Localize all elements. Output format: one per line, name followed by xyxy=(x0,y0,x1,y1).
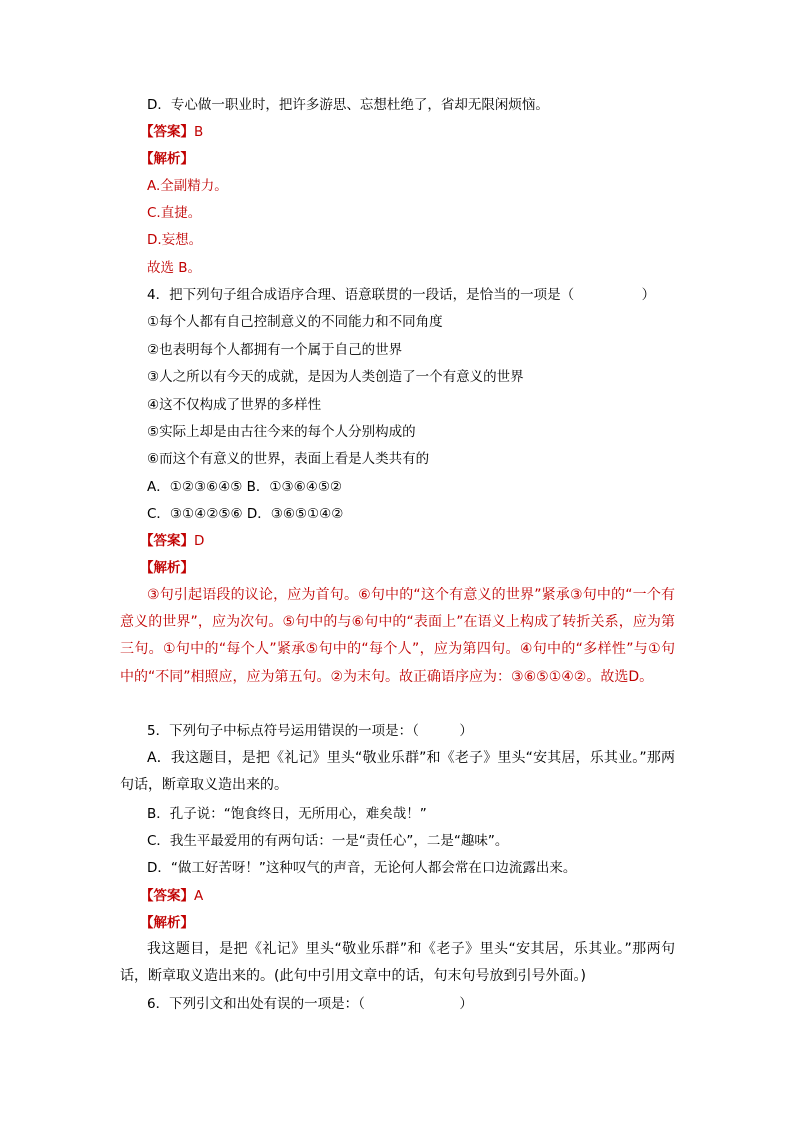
q4-stem: 4．把下列句子组合成语序合理、语意联贯的一段话，是恰当的一项是（ ） xyxy=(147,287,656,303)
q3-analysis-a: A.全副精力。 xyxy=(147,178,228,194)
q4-analysis-tag: 【解析】 xyxy=(140,560,194,576)
q3-analysis-c: C.直捷。 xyxy=(147,205,202,221)
q5-answer xyxy=(140,887,203,905)
q4-sentence-5: ⑤实际上却是由古往今来的每个人分别构成的 xyxy=(147,424,416,440)
q4-analysis-paragraph xyxy=(120,582,675,691)
q4-answer xyxy=(140,532,204,550)
q5-stem: 5．下列句子中标点符号运用错误的一项是：（ ） xyxy=(147,723,473,739)
q4-options-ab: A．①②③⑥④⑤ B．①③⑥④⑤② xyxy=(147,479,343,495)
q4-analysis-text: ③句引起语段的议论，应为首句。⑥句中的“这个有意义的世界”紧承③句中的“一个有意义的世界”，应为次句。⑤句中的与⑥句中的“表面上”在语义上构成了转折关系，应为第三句。①句中的“每个人”紧承⑤句中的“每个人”，应为第四句。④句中的“多样性”与①句中的“不同”相照应，应为第五句。②为末句。故正确语序应为：③⑥⑤①④②。故选D。 xyxy=(120,587,676,685)
q3-conclusion: 故选 B。 xyxy=(147,260,202,276)
answer-tag: 【答案】 xyxy=(140,533,194,549)
answer-value: B xyxy=(194,124,204,140)
q5-analysis-text: 我这题目，是把《礼记》里头“敬业乐群”和《老子》里头“安其居，乐其业。”那两句话，断章取义造出来的。(此句中引用文章中的话，句末句号放到引号外面。) xyxy=(120,941,675,985)
q5-option-c: C．我生平最爱用的有两句话：一是“责任心”，二是“趣味”。 xyxy=(147,833,509,849)
q4-sentence-6: ⑥而这个有意义的世界，表面上看是人类共有的 xyxy=(147,451,430,467)
answer-value: A xyxy=(194,888,204,904)
q3-answer xyxy=(140,123,203,141)
q3-analysis-tag: 【解析】 xyxy=(140,151,194,167)
q3-option-d: D．专心做一职业时，把许多游思、忘想杜绝了，省却无限闲烦恼。 xyxy=(147,97,549,113)
q4-options-cd: C．③①④②⑤⑥ D．③⑥⑤①④② xyxy=(147,506,344,522)
q3-analysis-d: D.妄想。 xyxy=(147,232,203,248)
q5-option-b: B．孔子说：“饱食终日，无所用心，难矣哉！” xyxy=(147,806,427,822)
q4-sentence-2: ②也表明每个人都拥有一个属于自己的世界 xyxy=(147,342,403,358)
q6-stem: 6．下列引文和出处有误的一项是：（ ） xyxy=(147,996,473,1012)
q5-option-a: A．我这题目，是把《礼记》里头“敬业乐群”和《老子》里头“安其居，乐其业。”那两句话，断章取义造出来的。 xyxy=(120,750,675,794)
answer-tag: 【答案】 xyxy=(140,888,194,904)
q5-analysis-tag: 【解析】 xyxy=(140,915,194,931)
q5-option-a-paragraph xyxy=(120,745,675,799)
q5-option-d: D．“做工好苦呀！”这种叹气的声音，无论何人都会常在口边流露出来。 xyxy=(147,860,577,876)
q5-analysis-paragraph xyxy=(120,936,675,990)
q4-sentence-1: ①每个人都有自己控制意义的不同能力和不同角度 xyxy=(147,314,443,330)
answer-value: D xyxy=(194,533,205,549)
answer-tag: 【答案】 xyxy=(140,124,194,140)
q4-sentence-4: ④这不仅构成了世界的多样性 xyxy=(147,397,322,413)
q4-sentence-3: ③人之所以有今天的成就，是因为人类创造了一个有意义的世界 xyxy=(147,369,524,385)
